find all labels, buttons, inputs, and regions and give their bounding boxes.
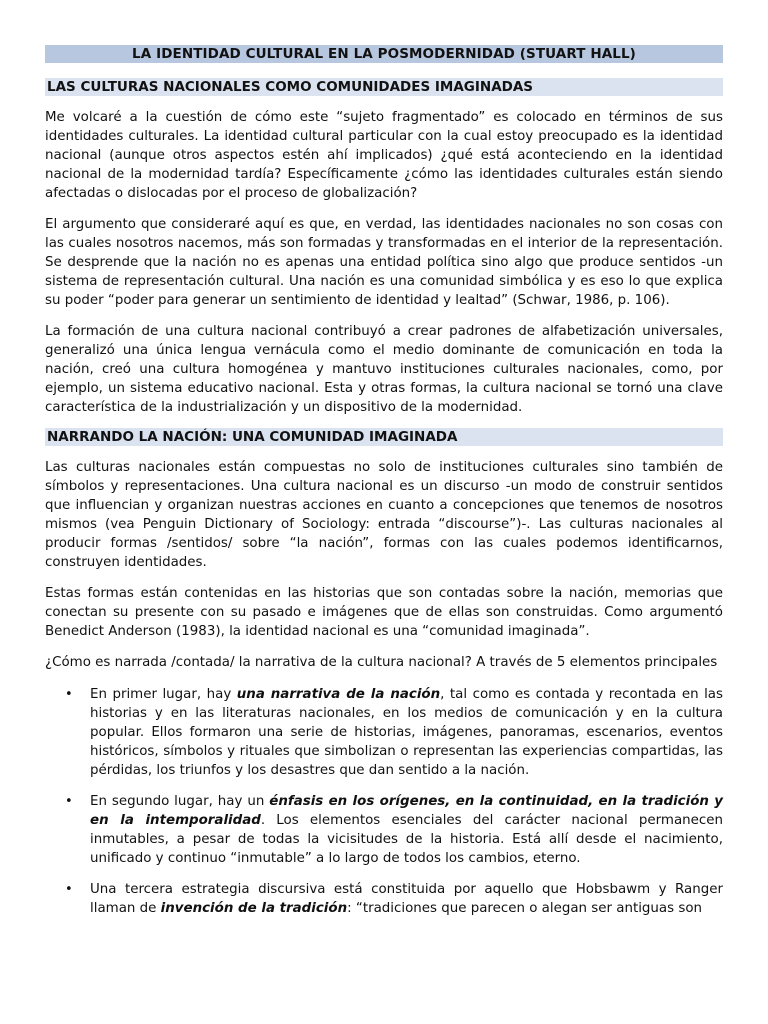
section-heading-narrando-la-nacion: NARRANDO LA NACIÓN: UNA COMUNIDAD IMAGINADA: [45, 428, 723, 446]
bullet-list: [45, 685, 723, 918]
list-item: [45, 685, 723, 780]
bullet-marker: •: [65, 794, 73, 809]
list-item-text: En segundo lugar, hay un: [90, 794, 270, 809]
list-item-emphasis: invención de la tradición: [160, 901, 348, 916]
bullet-marker: •: [65, 882, 73, 897]
list-item-text: . Los elementos esenciales del carácter nacional permanecen inmutables, a pesar de todas la vicisitudes de la historia. Está allí desde el nacimiento, unificado y continuo “inmutable” a lo largo de todos los cambios, eterno.: [90, 813, 723, 866]
paragraph-1: Me volcaré a la cuestión de cómo este “sujeto fragmentado” es colocado en términos de sus identidades culturales. La identidad cultural particular con la cual estoy preocupado es la identidad nacional (aunque otros aspectos estén ahí implicados) ¿qué está aconteciendo en la identidad nacional de la modernidad tardía? Específicamente ¿cómo las identidades culturales están siendo afectadas o dislocadas por el proceso de globalización?: [45, 110, 723, 201]
list-item: [45, 880, 723, 918]
document-title: LA IDENTIDAD CULTURAL EN LA POSMODERNIDAD (STUART HALL): [45, 45, 723, 63]
paragraph-2: El argumento que consideraré aquí es que, en verdad, las identidades nacionales no son cosas con las cuales nosotros nacemos, más son formadas y transformadas en el interior de la representación. Se desprende que la nación no es apenas una entidad política sino algo que produce sentidos -un sistema de representación cultural. Una nación es una comunidad simbólica y es eso lo que explica su poder “poder para generar un sentimiento de identidad y lealtad” (Schwar, 1986, p. 106).: [45, 217, 723, 308]
paragraph-5: Estas formas están contenidas en las historias que son contadas sobre la nación, memorias que conectan su presente con su pasado e imágenes que de ellas son construidas. Como argumentó Benedict Anderson (1983), la identidad nacional es una “comunidad imaginada”.: [45, 586, 723, 639]
list-item-text: Una tercera estrategia discursiva está constituida por aquello que Hobsbawm y Ranger llaman de: [90, 882, 723, 916]
paragraph-4: Las culturas nacionales están compuestas no solo de instituciones culturales sino también de símbolos y representaciones. Una cultura nacional es un discurso -un modo de construir sentidos que influencian y organizan nuestras acciones en cuanto a concepciones que tenemos de nosotros mismos (vea Penguin Dictionary of Sociology: entrada “discourse”)-. Las culturas nacionales al producir formas /sentidos/ sobre “la nación”, formas con las cuales podemos identificarnos, construyen identidades.: [45, 460, 723, 570]
section-heading-comunidades-imaginadas: LAS CULTURAS NACIONALES COMO COMUNIDADES IMAGINADAS: [45, 78, 723, 96]
paragraph-6: ¿Cómo es narrada /contada/ la narrativa de la cultura nacional? A través de 5 elementos principales: [45, 655, 718, 670]
list-item-text: : “tradiciones que parecen o alegan ser antiguas son: [347, 901, 703, 916]
list-item-text: En primer lugar, hay: [90, 687, 237, 702]
document-page: [45, 45, 723, 930]
list-item: [45, 792, 723, 868]
list-item-text: , tal como es contada y recontada en las historias y en las literaturas nacionales, en los medios de comunicación y en la cultura popular. Ellos formaron una serie de historias, imágenes, panoramas, escenarios, eventos históricos, símbolos y rituales que simbolizan o representan las experiencias compartidas, las pérdidas, los triunfos y los desastres que dan sentido a la nación.: [90, 687, 723, 778]
list-item-emphasis: énfasis en los orígenes, en la continuidad, en la tradición y en la intemporalidad: [90, 794, 723, 828]
paragraph-3: La formación de una cultura nacional contribuyó a crear padrones de alfabetización universales, generalizó una única lengua vernácula como el medio dominante de comunicación en toda la nación, creó una cultura homogénea y mantuvo instituciones culturales nacionales, como, por ejemplo, un sistema educativo nacional. Esta y otras formas, la cultura nacional se tornó una clave característica de la industrialización y un dispositivo de la modernidad.: [45, 324, 723, 415]
list-item-emphasis: una narrativa de la nación: [236, 687, 441, 702]
bullet-marker: •: [65, 687, 73, 702]
